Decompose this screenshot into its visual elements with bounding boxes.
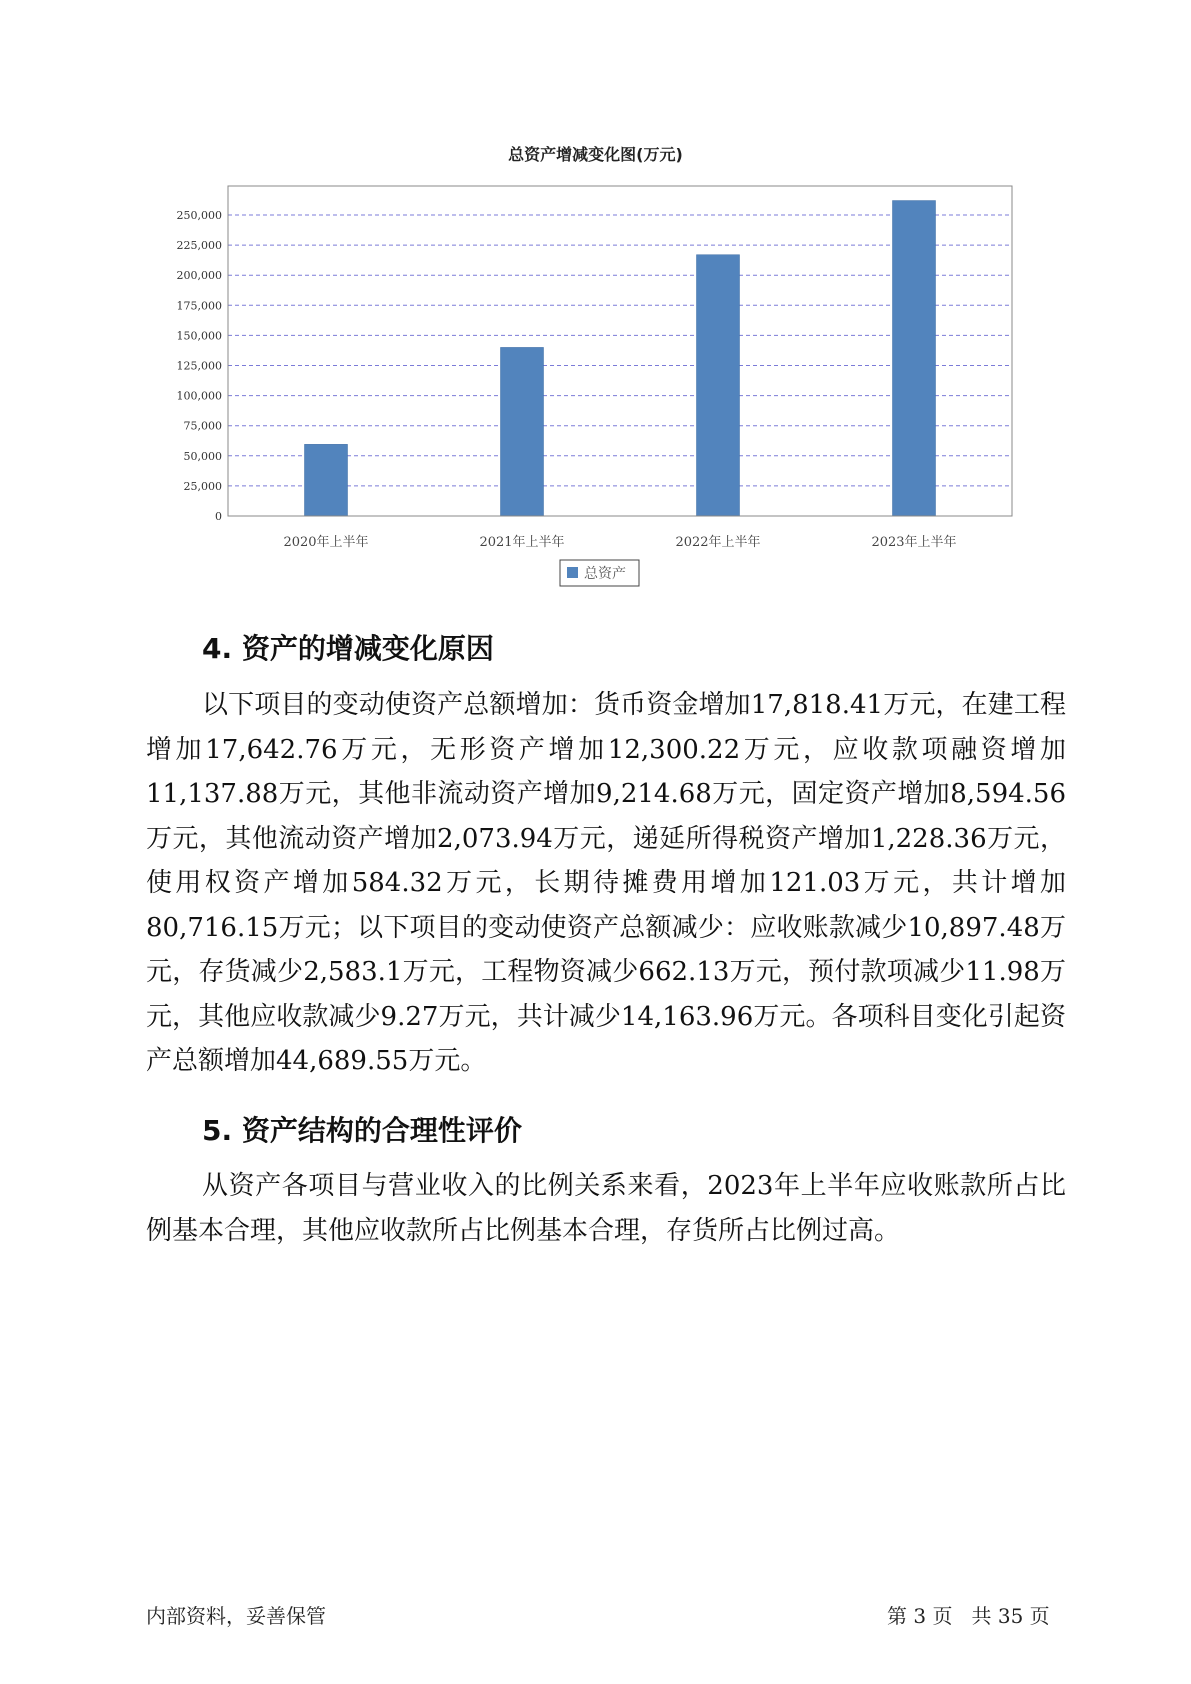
x-tick-label: 2020年上半年: [283, 535, 369, 550]
bar: [501, 347, 544, 516]
x-tick-label: 2022年上半年: [675, 535, 761, 550]
chart-title: 总资产增减变化图(万元): [508, 145, 683, 164]
section-5-paragraph: 从资产各项目与营业收入的比例关系来看，2023年上半年应收账款所占比例基本合理，其他应收款所占比例基本合理，存货所占比例过高。: [146, 1171, 1066, 1246]
chart-legend: [560, 560, 639, 586]
footer-confidential-note: 内部资料，妥善保管: [146, 1604, 326, 1628]
legend-label: 总资产: [584, 566, 626, 582]
section-4-heading: 4. 资产的增减变化原因: [202, 632, 494, 665]
y-axis-ticks: [177, 209, 223, 523]
y-tick-label: 200,000: [176, 269, 222, 283]
legend-swatch: [567, 567, 578, 578]
y-tick-label: 125,000: [176, 359, 222, 373]
y-tick-label: 250,000: [176, 209, 222, 222]
x-axis-labels: [283, 534, 956, 550]
y-tick-label: 0: [215, 510, 222, 523]
bar: [305, 444, 348, 516]
bar: [697, 255, 740, 516]
total-assets-bar-chart: [0, 0, 1191, 600]
bar: [893, 201, 936, 516]
y-tick-label: 175,000: [176, 299, 222, 313]
y-tick-label: 25,000: [183, 479, 222, 493]
footer-page-number: 第 3 页 共 35 页: [887, 1604, 1050, 1628]
y-tick-label: 100,000: [176, 389, 222, 403]
y-tick-label: 75,000: [183, 419, 222, 433]
x-tick-label: 2021年上半年: [479, 535, 565, 550]
section-4-paragraph: 以下项目的变动使资产总额增加：货币资金增加17,818.41万元，在建工程增加17,642.76万元，无形资产增加12,300.22万元，应收款项融资增加11,137.88万元，其他非流动资产增加9,214.68万元，固定资产增加8,594.56万元，其他流动资产增加2,073.94万元，递延所得税资产增加1,228.36万元，使用权资产增加584.32万元，长期待摊费用增加121.03万元，共计增加80,716.15万元；以下项目的变动使资产总额减少：应收账款减少10,897.48万元，存货减少2,583.1万元，工程物资减少662.13万元，预付款项减少11.98万元，其他应收款减少9.27万元，共计减少14,163.96万元。各项科目变化引起资产总额增加44,689.55万元。: [146, 690, 1066, 1076]
chart-bars: [305, 201, 936, 516]
section-5-heading: 5. 资产结构的合理性评价: [202, 1114, 522, 1147]
y-tick-label: 150,000: [176, 329, 222, 343]
y-tick-label: 225,000: [176, 239, 222, 253]
x-tick-label: 2023年上半年: [871, 535, 957, 550]
y-tick-label: 50,000: [183, 449, 222, 463]
